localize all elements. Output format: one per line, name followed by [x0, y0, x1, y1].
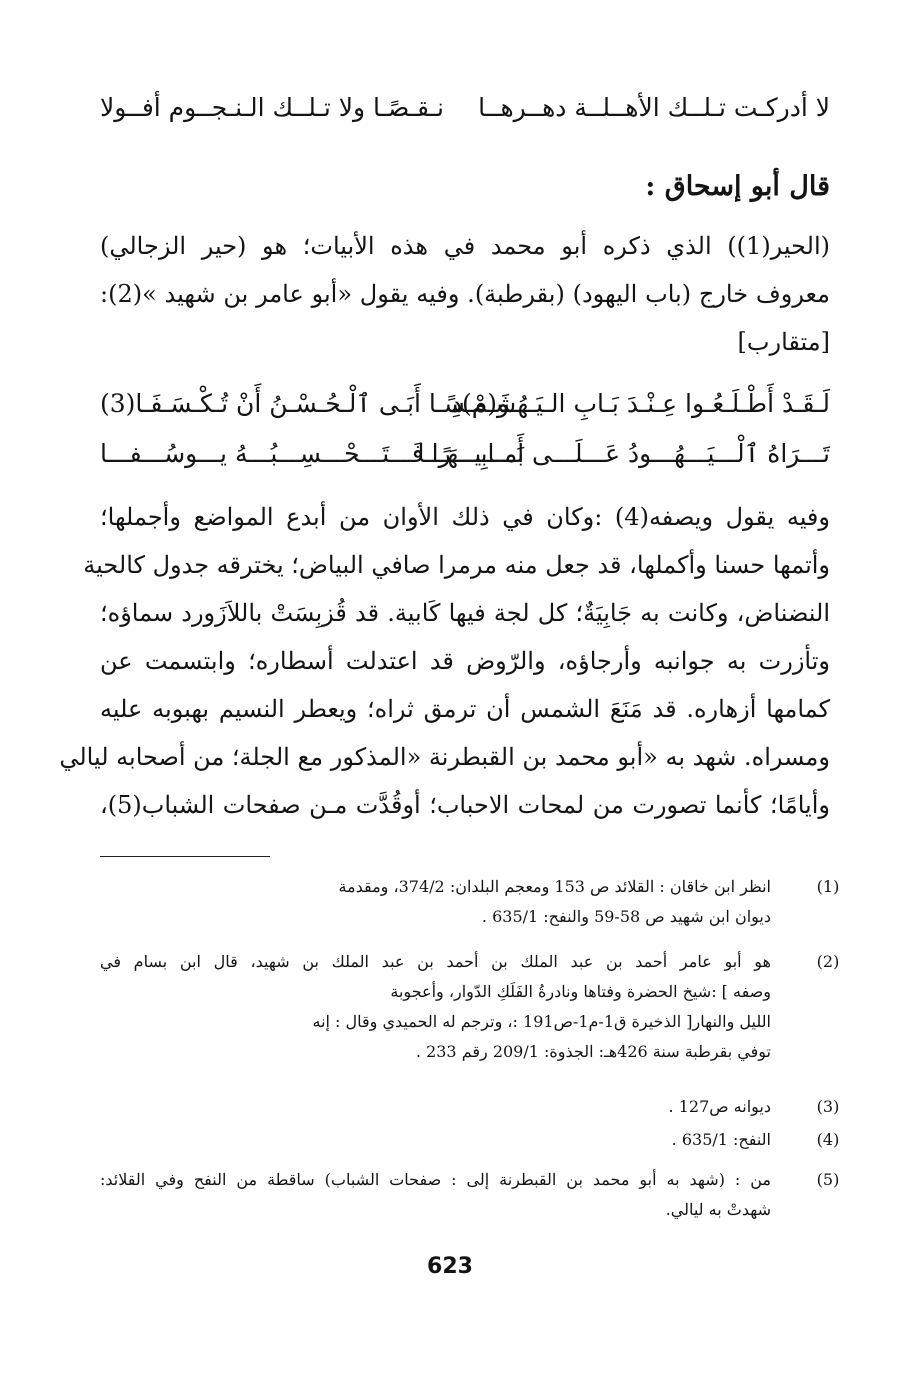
footnote-text-line: ديوان ابن شهيد ص 58-59 والنفح: 635/1 .	[481, 907, 771, 926]
page-number: 623	[427, 1254, 473, 1279]
footnote-4	[100, 1125, 843, 1155]
footnote-number: (2)	[816, 952, 840, 971]
footnote-1	[100, 872, 843, 932]
top-verse	[100, 84, 830, 132]
poem-verse-2	[100, 430, 830, 478]
section-heading: قال أبو إسحاق :	[645, 171, 830, 202]
paragraph1-line: معروف خارج (باب اليهود) (بقرطبة). وفيه يقول «أبو عامر بن شهيد »(2):	[100, 280, 830, 308]
footnote-text-line: ديوانه ص127 .	[668, 1097, 771, 1116]
paragraph2-line: وتأزرت به جوانبه وأرجاؤه، والرّوض قد اعتدلت أسطاره؛ وابتسمت عن	[100, 647, 830, 675]
top-verse-first-hemistich: لا أدركـت تـلــك الأهــلــة دهــرهــا	[478, 93, 830, 122]
verse-2-first-hemistich: تَـــرَاهُ ٱلْـــيَـــهُـــودُ عَـــلَـــى بَـــابِـــهَـــا	[417, 439, 830, 468]
footnote-text-line: وصفه ] :شيخ الحضرة وفتاها ونادرةُ الفَلَكِ الدّوار، وأعجوبة	[390, 982, 771, 1001]
footnote-number: (3)	[816, 1097, 840, 1116]
footnote-text-line: توفي بقرطبة سنة 426هـ: الجذوة: 209/1 رقم 233 .	[415, 1042, 771, 1061]
meter-label: [متقارب]	[737, 328, 830, 356]
footnote-separator	[100, 856, 270, 857]
paragraph2-line: وفيه يقول ويصفه(4) :وكان في ذلك الأوان من أبدع المواضع وأجملها؛	[100, 503, 830, 531]
footnote-2	[100, 947, 843, 1067]
footnote-text-line: شهدتْ به ليالي.	[665, 1200, 771, 1219]
footnote-text-line: النفح: 635/1 .	[671, 1130, 771, 1149]
top-verse-second-hemistich: نـقـصًـا ولا تـلــك الـنـجــوم أفــولا	[100, 93, 444, 122]
footnote-number: (4)	[816, 1130, 840, 1149]
paragraph2-line: ومسراه. شهد به «أبو محمد بن القبطرنة «المذكور مع الجلة؛ من أصحابه ليالي	[59, 743, 830, 771]
verse-2-second-hemistich: أَمـــيـــرًا فَـــتَـــحْـــسِـــبُـــهُ يـــوسُـــفـــا	[100, 439, 525, 468]
footnote-text-line: انظر ابن خاقان : القلائد ص 153 ومعجم البلدان: 374/2، ومقدمة	[338, 877, 771, 896]
paragraph2-line: وأيامًا؛ كأنما تصورت من لمحات الاحباب؛ أوقُدَّت مـن صفحات الشباب(5)،	[100, 791, 830, 819]
verse-1-second-hemistich: شَـمْـسًـا أَبَـى ٱلْـحُـسْـنُ أَنْ تُـكْـسَـفَـا(3)	[100, 389, 517, 418]
poem-verse-1	[100, 380, 830, 428]
footnote-3	[100, 1092, 843, 1122]
paragraph2-line: كمامها أزهاره. قد مَنَعَ الشمس أن ترمق ثراه؛ ويعطر النسيم بهبوبه عليه	[100, 695, 830, 723]
paragraph2-line: النضناض، وكانت به جَابِيَةٌ؛ كل لجة فيها كَابية. قد قُزبِسَتْ باللاَزَورد سماؤه؛	[100, 599, 830, 627]
footnote-text-line: الليل والنهار[ الذخيرة ق1-م1-ص191 :، وترجم له الحميدي وقال : إنه	[312, 1012, 771, 1031]
footnote-number: (5)	[816, 1170, 840, 1189]
verse-1-first-hemistich: لَـقَـدْ أَطْـلَـعُـوا عِـنْـدَ بَـابِ الـيَـهُـو(م)دِ	[450, 389, 830, 418]
footnote-text-line: من : (شهد به أبو محمد بن القبطرنة إلى : صفحات الشباب) ساقطة من النفح وفي القلائد:	[100, 1170, 771, 1189]
paragraph1-line: (الحير(1)) الذي ذكره أبو محمد في هذه الأبيات؛ هو (حير الزجالي)	[100, 232, 830, 260]
paragraph2-line: وأتمها حسنا وأكملها، قد جعل منه مرمرا صافي البياض؛ يخترقه جدول كالحية	[83, 551, 830, 579]
footnote-number: (1)	[816, 877, 840, 896]
footnote-5	[100, 1165, 843, 1225]
footnote-text-line: هو أبو عامر أحمد بن عبد الملك بن أحمد بن عبد الملك بن شهيد، قال ابن بسام في	[100, 952, 771, 971]
